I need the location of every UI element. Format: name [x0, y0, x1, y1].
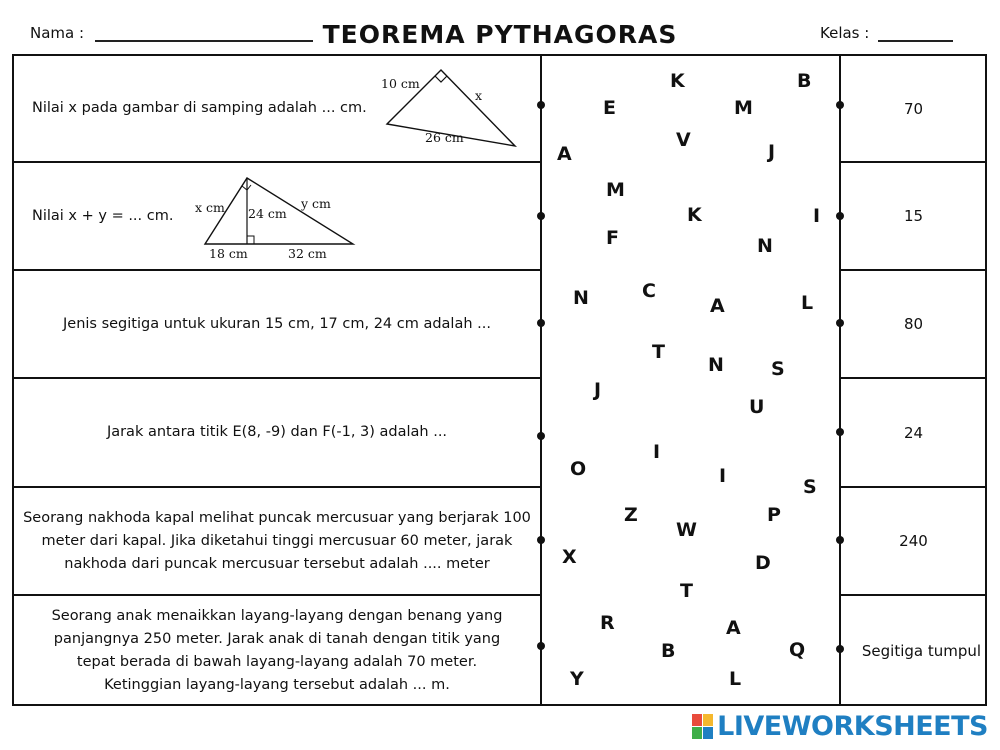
scatter-letter: I — [653, 441, 661, 463]
figure1-side-b: x — [475, 88, 483, 103]
scatter-letter: A — [710, 295, 725, 317]
question-2-text: Nilai x + y = ... cm. — [32, 207, 174, 224]
figure1-side-a: 10 cm — [381, 76, 420, 91]
scatter-letter: N — [708, 354, 724, 376]
connector-dot-question-4[interactable] — [537, 432, 545, 440]
question-3-text: Jenis segitiga untuk ukuran 15 cm, 17 cm, 24 cm adalah ... — [63, 315, 491, 332]
connector-dot-answer-5[interactable] — [836, 536, 844, 544]
scatter-letter: Q — [789, 639, 806, 661]
liveworksheets-logo-icon — [692, 714, 714, 740]
scatter-letter: L — [801, 292, 814, 314]
answer-5: 240 — [899, 532, 928, 550]
scatter-letter: B — [661, 640, 676, 662]
liveworksheets-logo-text: LIVEWORKSHEETS — [717, 711, 988, 742]
figure2-side-y: y cm — [301, 196, 331, 211]
connector-dot-answer-2[interactable] — [836, 212, 844, 220]
page-title: TEOREMA PYTHAGORAS — [322, 20, 678, 49]
scatter-letter: U — [749, 396, 765, 418]
divider-right — [839, 54, 841, 706]
answer-3: 80 — [903, 315, 924, 333]
triangle-figure-2 — [195, 172, 365, 262]
class-label: Kelas : — [820, 24, 870, 42]
connector-dot-answer-6[interactable] — [836, 645, 844, 653]
scatter-letter: R — [600, 612, 615, 634]
scatter-letter: L — [729, 668, 742, 690]
scatter-letter: K — [670, 70, 685, 92]
connector-dot-answer-1[interactable] — [836, 101, 844, 109]
scatter-letter: Z — [624, 504, 638, 526]
figure2-height: 24 cm — [248, 206, 287, 221]
connector-dot-answer-3[interactable] — [836, 319, 844, 327]
connector-dot-question-1[interactable] — [537, 101, 545, 109]
scatter-letter: Y — [570, 668, 584, 690]
scatter-letter: E — [603, 97, 616, 119]
connector-dot-question-3[interactable] — [537, 319, 545, 327]
question-3 — [14, 271, 540, 377]
connector-dot-question-6[interactable] — [537, 642, 545, 650]
answer-1: 70 — [903, 99, 924, 118]
scatter-letter: B — [797, 70, 812, 92]
scatter-letter: S — [771, 358, 785, 380]
scatter-letter: V — [676, 129, 691, 151]
figure1-side-c: 26 cm — [425, 130, 464, 145]
liveworksheets-logo — [692, 711, 988, 742]
scatter-letter: A — [557, 143, 572, 165]
scatter-letter: S — [803, 476, 817, 498]
scatter-letter: W — [676, 519, 697, 541]
scatter-letter: F — [606, 227, 619, 249]
question-6 — [14, 596, 540, 705]
question-6-text: Seorang anak menaikkan layang-layang dengan benang yang panjangnya 250 meter. Jarak anak di tanah dengan titik yang tepat berada di bawah layang-layang adalah 70 meter. Ketinggian layang-layang tersebut adalah ... m. — [51, 607, 503, 693]
answer-2: 15 — [903, 207, 924, 225]
scatter-letter: T — [652, 341, 665, 363]
scatter-letter: A — [726, 617, 741, 639]
name-label: Nama : — [30, 24, 85, 42]
scatter-letter: M — [734, 97, 753, 119]
class-field — [820, 24, 953, 42]
answer-4: 24 — [903, 423, 924, 442]
scatter-letter: D — [755, 552, 771, 574]
scatter-letter: I — [813, 205, 821, 227]
scatter-letter: I — [719, 465, 727, 487]
connector-dot-answer-4[interactable] — [836, 428, 844, 436]
connector-dot-question-5[interactable] — [537, 536, 545, 544]
figure2-base-right: 32 cm — [288, 246, 327, 261]
scatter-letter: P — [767, 504, 781, 526]
question-4 — [14, 379, 540, 486]
scatter-letter: M — [606, 179, 625, 201]
question-1-text: Nilai x pada gambar di samping adalah ... cm. — [32, 100, 367, 116]
scatter-letter: K — [687, 204, 702, 226]
answer-6: Segitiga tumpul — [861, 641, 982, 660]
scatter-letter: J — [768, 141, 776, 163]
class-blank-line[interactable] — [878, 26, 953, 42]
connector-dot-question-2[interactable] — [537, 212, 545, 220]
question-5-text: Seorang nakhoda kapal melihat puncak mercusuar yang berjarak 100 meter dari kapal. Jika diketahui tinggi mercusuar 60 meter, jarak nakhoda dari puncak mercusuar tersebut adalah .... meter — [23, 509, 531, 572]
figure2-side-x: x cm — [195, 200, 225, 215]
scatter-letter: C — [642, 280, 656, 302]
scatter-letter: T — [680, 580, 693, 602]
question-5 — [14, 488, 540, 594]
scatter-letter: O — [570, 458, 587, 480]
scatter-letter: X — [562, 546, 577, 568]
triangle-figure-1 — [375, 64, 525, 150]
divider-left — [540, 54, 542, 706]
scatter-letter: N — [757, 235, 773, 257]
question-4-text: Jarak antara titik E(8, -9) dan F(-1, 3) adalah ... — [106, 424, 448, 440]
figure2-base-left: 18 cm — [209, 246, 248, 261]
scatter-letter: J — [594, 379, 602, 401]
scatter-letter: N — [573, 287, 589, 309]
